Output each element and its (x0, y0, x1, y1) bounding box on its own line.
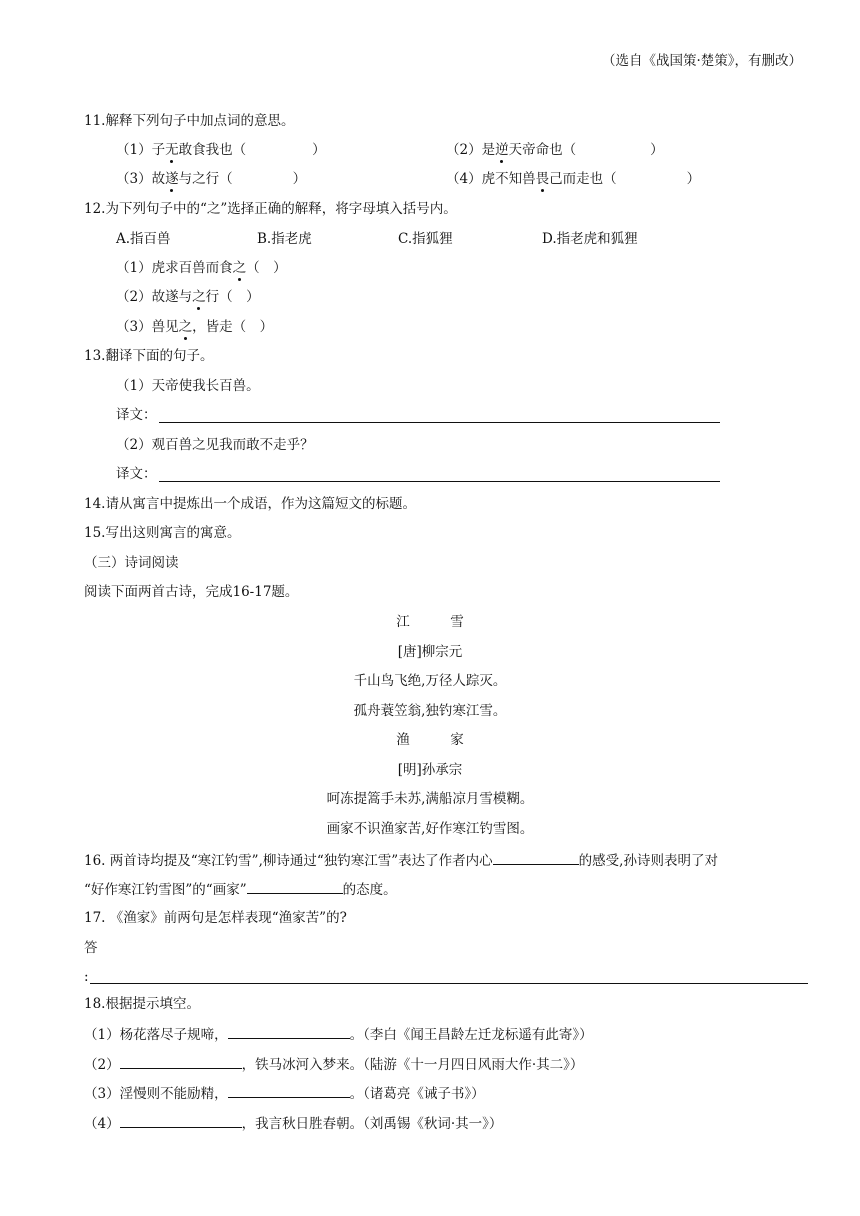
poem1-title: 江 雪 (396, 614, 464, 630)
q12-option-c: C.指狐狸 (398, 231, 453, 247)
q14-title: 14.请从寓言中提炼出一个成语，作为这篇短文的标题。 (84, 496, 416, 512)
q13-answer-line-2[interactable] (159, 481, 720, 482)
q12-option-a: A.指百兽 (116, 231, 171, 247)
q13-answer-label-1: 译文： (116, 407, 157, 423)
q13-sentence-2: （2）观百兽之见我而敢不走乎？ (116, 437, 314, 453)
poem1-line-2: 孤舟蓑笠翁,独钓寒江雪。 (353, 703, 507, 719)
poem1-line-1: 千山鸟飞绝,万径人踪灭。 (353, 673, 507, 689)
q15-title: 15.写出这则寓言的寓意。 (84, 525, 241, 541)
q13-sentence-1: （1）天帝使我长百兽。 (116, 378, 260, 394)
source-note: （选自《战国策·楚策》，有删改） (601, 53, 802, 69)
q17-title: 17. 《渔家》前两句是怎样表现“渔家苦”的? (84, 910, 347, 926)
q11-title: 11.解释下列句子中加点词的意思。 (84, 113, 295, 129)
q16-line-1: 16. 两首诗均提及“寒江钓雪”,柳诗通过“独钓寒江雪”表达了作者内心 的感受,孙诗则表明了对 (84, 850, 718, 870)
q16-blank-2[interactable] (247, 879, 343, 894)
q16-blank-1[interactable] (493, 850, 579, 865)
q18-blank-3[interactable] (228, 1083, 350, 1098)
q17-answer-line[interactable] (90, 983, 808, 984)
q11-item-3: （3）故遂与之行（ ） (116, 171, 307, 187)
q12-option-d: D.指老虎和狐狸 (542, 231, 638, 247)
q11-item-1: （1）子无敢食我也（ ） (116, 142, 326, 158)
q18-item-2: （2） ，铁马冰河入梦来。（陆游《十一月四日风雨大作·其二》） (84, 1054, 583, 1074)
q13-answer-line-1[interactable] (159, 422, 720, 423)
q12-title: 12.为下列句子中的“之”选择正确的解释，将字母填入括号内。 (84, 201, 457, 217)
poem2-line-2: 画家不识渔家苦,好作寒江钓雪图。 (326, 821, 534, 837)
q16-line-2: “好作寒江钓雪图”的“画家” 的态度。 (84, 879, 397, 899)
poem2-title: 渔 家 (396, 732, 464, 748)
q18-item-3: （3）淫慢则不能励精， 。（诸葛亮《诫子书》） (84, 1083, 485, 1103)
q12-item-2: （2）故遂与之行（ ） (116, 289, 260, 305)
q18-item-1: （1）杨花落尽子规啼， 。（李白《闻王昌龄左迁龙标遥有此寄》） (84, 1024, 593, 1044)
poem2-author: [明]孙承宗 (397, 762, 463, 778)
q17-answer-label: 答 (84, 940, 98, 956)
q18-blank-2[interactable] (120, 1054, 242, 1069)
q18-blank-4[interactable] (120, 1113, 242, 1128)
q11-item-4: （4）虎不知兽畏己而走也（ ） (446, 171, 701, 187)
poem2-line-1: 呵冻提篙手未苏,满船凉月雪模糊。 (326, 791, 534, 807)
q17-answer-colon: : (84, 969, 89, 985)
q12-option-b: B.指老虎 (257, 231, 312, 247)
section-3-heading: （三）诗词阅读 (84, 555, 179, 571)
q18-title: 18.根据提示填空。 (84, 996, 200, 1012)
q13-answer-label-2: 译文： (116, 466, 157, 482)
q13-title: 13.翻译下面的句子。 (84, 348, 214, 364)
q12-item-3: （3）兽见之，皆走（ ） (116, 319, 274, 335)
poem1-author: [唐]柳宗元 (397, 644, 463, 660)
q18-item-4: （4） ，我言秋日胜春朝。（刘禹锡《秋词·其一》） (84, 1113, 502, 1133)
q12-item-1: （1）虎求百兽而食之（ ） (116, 260, 287, 276)
q11-item-2: （2）是逆天帝命也（ ） (446, 142, 664, 158)
q18-blank-1[interactable] (228, 1024, 350, 1039)
poem-intro: 阅读下面两首古诗，完成16-17题。 (84, 584, 299, 600)
